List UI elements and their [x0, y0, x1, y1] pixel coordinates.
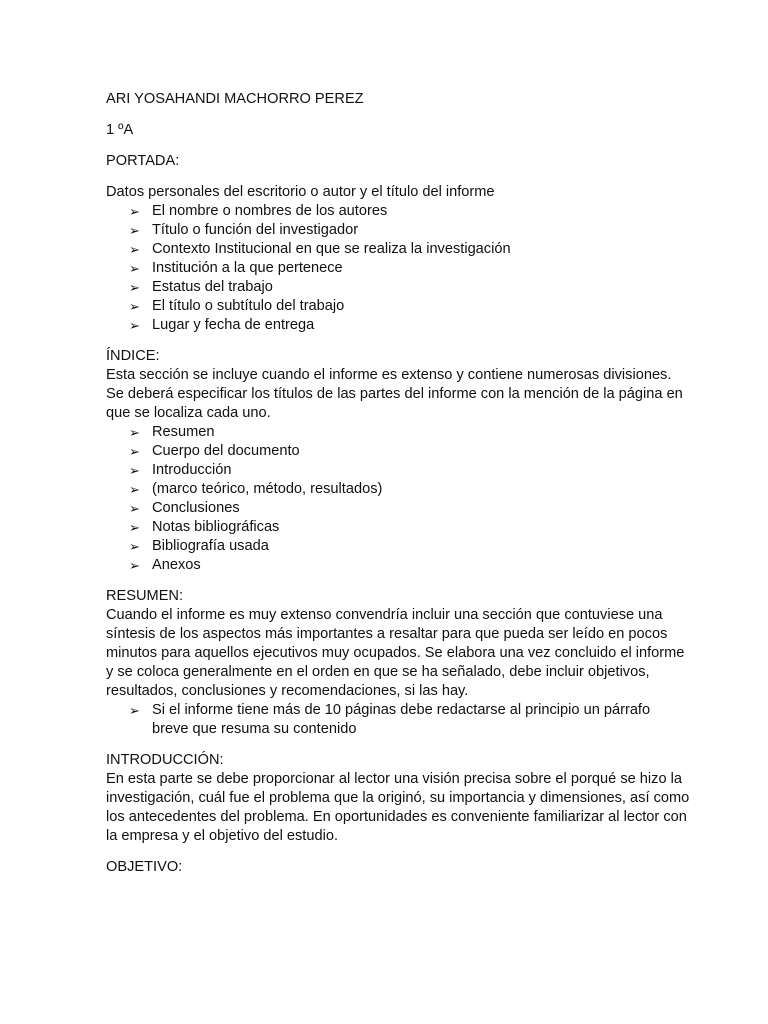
- list-item-text: (marco teórico, método, resultados): [152, 481, 383, 497]
- paragraph-line: síntesis de los aspectos más importantes a resaltar para que pueda ser leído en pocos: [106, 626, 668, 642]
- list-item-text: Cuerpo del documento: [152, 443, 300, 459]
- section-heading-introduccion: INTRODUCCIÓN:: [106, 752, 224, 768]
- introduccion-paragraph: [106, 770, 690, 846]
- paragraph-line: resultados, conclusiones y recomendaciones, si las hay.: [106, 683, 469, 699]
- arrowhead-bullet-icon: ➢: [129, 539, 140, 554]
- resumen-list: [106, 701, 666, 739]
- section-heading-resumen: RESUMEN:: [106, 588, 184, 604]
- list-item-text: Bibliografía usada: [152, 538, 269, 554]
- section-heading-objetivo: OBJETIVO:: [106, 859, 183, 875]
- arrowhead-bullet-icon: ➢: [129, 520, 140, 535]
- list-item: [106, 442, 666, 461]
- arrowhead-bullet-icon: ➢: [129, 463, 140, 478]
- arrowhead-bullet-icon: ➢: [129, 280, 140, 295]
- list-item: [106, 537, 666, 556]
- portada-list: [106, 202, 666, 335]
- group-label: 1 ºA: [106, 122, 134, 138]
- paragraph-line: los antecedentes del problema. En oportunidades es conveniente familiarizar al lector con: [106, 809, 687, 825]
- paragraph-line: Esta sección se incluye cuando el informe es extenso y contiene numerosas divisiones.: [106, 367, 672, 383]
- paragraph-line: minutos para aquellos ejecutivos muy ocupados. Se elabora una vez concluido el informe: [106, 645, 685, 661]
- list-item-text: El título o subtítulo del trabajo: [152, 298, 345, 314]
- list-item: [106, 499, 666, 518]
- arrowhead-bullet-icon: ➢: [129, 425, 140, 440]
- section-heading-portada: PORTADA:: [106, 153, 180, 169]
- arrowhead-bullet-icon: ➢: [129, 223, 140, 238]
- list-item-text: Título o función del investigador: [152, 222, 359, 238]
- document-body: [106, 90, 690, 877]
- paragraph-line: Cuando el informe es muy extenso convendría incluir una sección que contuviese una: [106, 607, 663, 623]
- list-item: [106, 221, 666, 240]
- paragraph-line: En esta parte se debe proporcionar al lector una visión precisa sobre el porqué se hizo la: [106, 771, 682, 787]
- arrowhead-bullet-icon: ➢: [129, 261, 140, 276]
- list-item: [106, 480, 666, 499]
- list-item-text: Conclusiones: [152, 500, 240, 516]
- list-item-text: Introducción: [152, 462, 232, 478]
- author-name: ARI YOSAHANDI MACHORRO PEREZ: [106, 91, 364, 107]
- list-item: [106, 259, 666, 278]
- list-item-text: Lugar y fecha de entrega: [152, 317, 315, 333]
- list-item: [106, 461, 666, 480]
- list-item-text: Resumen: [152, 424, 215, 440]
- arrowhead-bullet-icon: ➢: [129, 501, 140, 516]
- list-item: [106, 423, 666, 442]
- list-item: [106, 701, 666, 739]
- indice-paragraph: [106, 366, 683, 423]
- arrowhead-bullet-icon: ➢: [129, 558, 140, 573]
- list-item-text: Anexos: [152, 557, 201, 573]
- list-item: [106, 316, 666, 335]
- resumen-paragraph: [106, 606, 685, 701]
- list-item: [106, 240, 666, 259]
- paragraph-line: y se coloca generalmente en el orden en que se ha señalado, debe incluir objetivos,: [106, 664, 650, 680]
- list-item-text: Institución a la que pertenece: [152, 260, 343, 276]
- paragraph-line: la empresa y el objetivo del estudio.: [106, 828, 339, 844]
- arrowhead-bullet-icon: ➢: [129, 482, 140, 497]
- paragraph-line: que se localiza cada uno.: [106, 405, 271, 421]
- list-item-text: Contexto Institucional en que se realiza la investigación: [152, 241, 511, 257]
- paragraph-line: investigación, cuál fue el problema que la originó, su importancia y dimensiones, así como: [106, 790, 690, 806]
- section-heading-indice: ÍNDICE:: [106, 348, 160, 364]
- list-item-text: Si el informe tiene más de 10 páginas debe redactarse al principio un párrafo breve que resuma su contenido: [152, 702, 651, 737]
- list-item-text: Notas bibliográficas: [152, 519, 280, 535]
- arrowhead-bullet-icon: ➢: [129, 299, 140, 314]
- paragraph-line: Se deberá especificar los títulos de las partes del informe con la mención de la página en: [106, 386, 683, 402]
- portada-intro: Datos personales del escritorio o autor y el título del informe: [106, 184, 495, 200]
- list-item: [106, 202, 666, 221]
- list-item: [106, 278, 666, 297]
- arrowhead-bullet-icon: ➢: [129, 242, 140, 257]
- arrowhead-bullet-icon: ➢: [129, 703, 140, 718]
- arrowhead-bullet-icon: ➢: [129, 204, 140, 219]
- list-item: [106, 297, 666, 316]
- list-item: [106, 556, 666, 575]
- list-item-text: Estatus del trabajo: [152, 279, 273, 295]
- list-item-text: El nombre o nombres de los autores: [152, 203, 388, 219]
- indice-list: [106, 423, 666, 575]
- list-item: [106, 518, 666, 537]
- arrowhead-bullet-icon: ➢: [129, 444, 140, 459]
- arrowhead-bullet-icon: ➢: [129, 318, 140, 333]
